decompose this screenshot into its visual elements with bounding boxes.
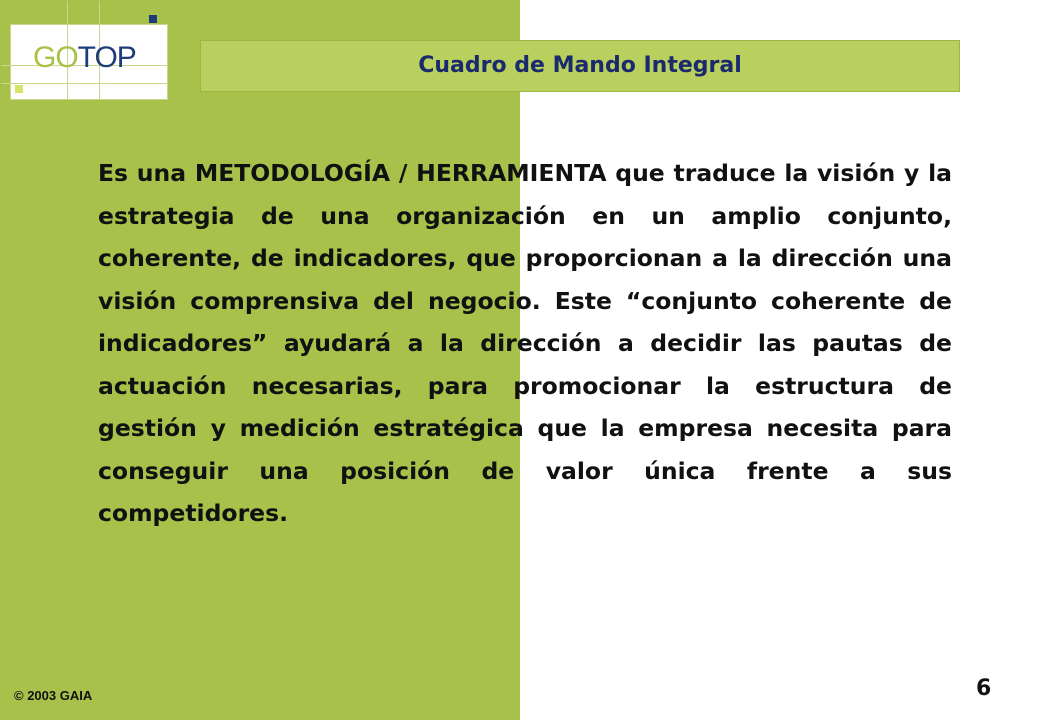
slide-title: Cuadro de Mando Integral (418, 53, 742, 78)
copyright-notice: © 2003 GAIA (14, 688, 93, 703)
page-number: 6 (976, 676, 992, 701)
logo-grid-line (1, 83, 167, 84)
gotop-logo (10, 24, 168, 100)
logo-text-top: TOP (77, 41, 136, 74)
logo-text-go: GO (33, 41, 78, 74)
logo-wordmark (33, 43, 136, 73)
slide-body-text: Es una METODOLOGÍA / HERRAMIENTA que traduce la visión y la estrategia de una organización en un amplio conjunto, coherente, de indicadores, que proporcionan a la dirección una visión comprensiva del negocio. Este “conjunto coherente de indicadores” ayudará a la dirección a decidir las pautas de actuación necesarias, para promocionar la estructura de gestión y medición estratégica que la empresa necesita para conseguir una posición de valor única frente a sus competidores. (98, 159, 952, 527)
title-bar (200, 40, 960, 92)
logo-blue-square-icon (149, 15, 157, 23)
logo-yellow-square-icon (15, 85, 23, 93)
